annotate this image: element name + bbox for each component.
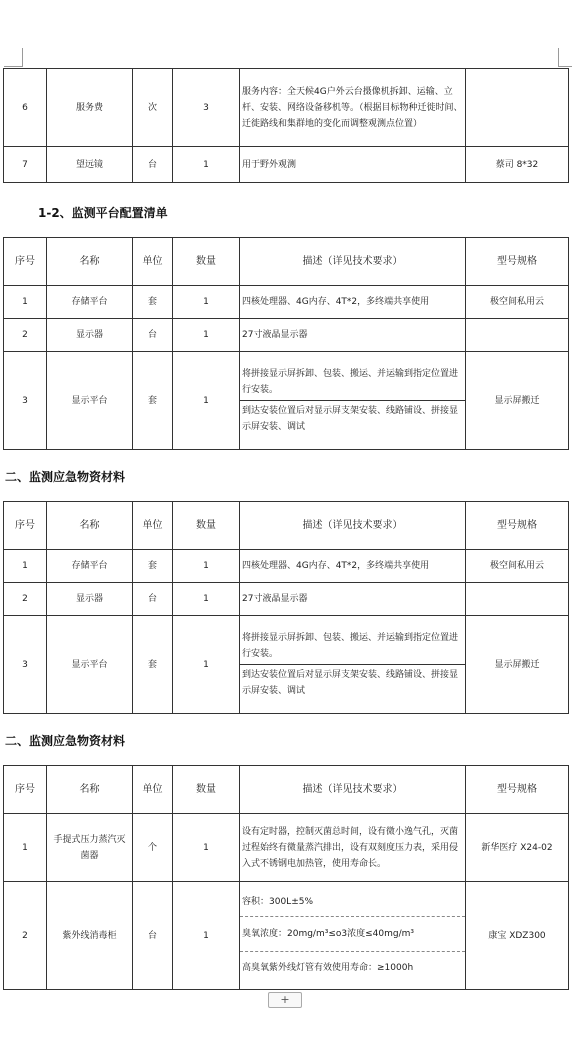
cell-qty: 1	[173, 616, 240, 714]
desc-part: 将拼接显示屏拆卸、包装、搬运、并运输到指定位置进行安装。	[240, 628, 465, 665]
cell-model: 显示屏搬迁	[466, 616, 569, 714]
header-unit: 单位	[133, 766, 173, 814]
cell-unit: 台	[133, 319, 173, 352]
cell-desc	[240, 352, 466, 450]
desc-part: 到达安装位置后对显示屏支架安装、线路铺设、拼接显示屏安装、调试	[242, 670, 459, 696]
cell-unit: 台	[133, 882, 173, 990]
cell-unit: 套	[133, 352, 173, 450]
table-row	[4, 550, 569, 583]
cell-no: 6	[4, 69, 47, 147]
desc-part: 将拼接显示屏拆卸、包装、搬运、并运输到指定位置进行安装。	[240, 364, 465, 401]
table-row	[4, 147, 569, 183]
table-row	[4, 352, 569, 450]
header-name: 名称	[47, 502, 133, 550]
section-heading: 二、监测应急物资材料	[5, 470, 126, 484]
cell-model	[466, 583, 569, 616]
desc-part: 臭氧浓度：20mg/m³≤o3浓度≤40mg/m³	[240, 917, 465, 952]
cell-unit: 套	[133, 616, 173, 714]
cell-no: 1	[4, 550, 47, 583]
cell-unit: 套	[133, 550, 173, 583]
header-desc: 描述（详见技术要求）	[240, 502, 466, 550]
header-model: 型号规格	[466, 766, 569, 814]
cell-model: 极空间私用云	[466, 550, 569, 583]
cell-name: 显示平台	[47, 616, 133, 714]
cell-name: 服务费	[47, 69, 133, 147]
header-unit: 单位	[133, 502, 173, 550]
table-row	[4, 319, 569, 352]
header-model: 型号规格	[466, 238, 569, 286]
cell-qty: 1	[173, 352, 240, 450]
cell-unit: 台	[133, 147, 173, 183]
equipment-table-continued	[3, 68, 569, 183]
cell-desc: 27寸液晶显示器	[240, 319, 466, 352]
cell-model: 显示屏搬迁	[466, 352, 569, 450]
cell-no: 3	[4, 352, 47, 450]
emergency-materials-table	[3, 501, 569, 714]
desc-part: 到达安装位置后对显示屏支架安装、线路铺设、拼接显示屏安装、调试	[242, 406, 459, 432]
cell-no: 7	[4, 147, 47, 183]
cell-qty: 1	[173, 147, 240, 183]
cell-unit: 台	[133, 583, 173, 616]
desc-part: 高臭氧紫外线灯管有效使用寿命：≥1000h	[242, 962, 414, 973]
cell-desc	[240, 882, 466, 990]
header-qty: 数量	[173, 238, 240, 286]
section-heading: 二、监测应急物资材料	[5, 734, 126, 748]
header-no: 序号	[4, 502, 47, 550]
cell-no: 2	[4, 319, 47, 352]
table-header-row	[4, 502, 569, 550]
cell-name: 存储平台	[47, 550, 133, 583]
header-name: 名称	[47, 766, 133, 814]
disinfection-equipment-table	[3, 765, 569, 990]
cell-qty: 3	[173, 69, 240, 147]
cell-name: 存储平台	[47, 286, 133, 319]
cell-desc: 设有定时器，控制灭菌总时间，设有微小逸气孔，灭菌过程始终有微量蒸汽排出，设有双刻度压力表，采用侵入式不锈钢电加热管，使用寿命长。	[240, 814, 466, 882]
table-row	[4, 616, 569, 714]
cell-unit: 个	[133, 814, 173, 882]
cell-qty: 1	[173, 319, 240, 352]
cell-qty: 1	[173, 583, 240, 616]
cell-desc: 用于野外观测	[240, 147, 466, 183]
cell-qty: 1	[173, 550, 240, 583]
cell-model	[466, 69, 569, 147]
cell-name: 显示器	[47, 583, 133, 616]
header-no: 序号	[4, 766, 47, 814]
cell-desc: 27寸液晶显示器	[240, 583, 466, 616]
add-row-button[interactable]: +	[268, 992, 302, 1008]
header-qty: 数量	[173, 502, 240, 550]
section-heading: 1-2、监测平台配置清单	[38, 206, 168, 220]
cell-desc: 四核处理器、4G内存、4T*2，多终端共享使用	[240, 286, 466, 319]
cell-model	[466, 319, 569, 352]
cell-model: 蔡司 8*32	[466, 147, 569, 183]
cell-name: 望远镜	[47, 147, 133, 183]
header-no: 序号	[4, 238, 47, 286]
header-name: 名称	[47, 238, 133, 286]
table-header-row	[4, 766, 569, 814]
cell-unit: 套	[133, 286, 173, 319]
cell-model: 康宝 XDZ300	[466, 882, 569, 990]
crop-mark-top-left	[4, 48, 23, 67]
header-model: 型号规格	[466, 502, 569, 550]
cell-name: 手提式压力蒸汽灭菌器	[47, 814, 133, 882]
cell-qty: 1	[173, 882, 240, 990]
cell-name: 显示器	[47, 319, 133, 352]
cell-model: 新华医疗 X24-02	[466, 814, 569, 882]
cell-qty: 1	[173, 814, 240, 882]
cell-no: 2	[4, 583, 47, 616]
cell-no: 3	[4, 616, 47, 714]
cell-model: 极空间私用云	[466, 286, 569, 319]
cell-desc: 四核处理器、4G内存、4T*2，多终端共享使用	[240, 550, 466, 583]
desc-part: 容积：300L±5%	[240, 888, 465, 917]
header-desc: 描述（详见技术要求）	[240, 766, 466, 814]
table-row	[4, 814, 569, 882]
cell-desc: 服务内容：全天候4G户外云台摄像机拆卸、运输、立杆、安装、网络设备移机等。（根据目标物种迁徙时间、迁徙路线和集群地的变化而调整观测点位置）	[240, 69, 466, 147]
cell-unit: 次	[133, 69, 173, 147]
cell-no: 2	[4, 882, 47, 990]
platform-config-table	[3, 237, 569, 450]
cell-no: 1	[4, 286, 47, 319]
cell-no: 1	[4, 814, 47, 882]
table-row	[4, 583, 569, 616]
crop-mark-top-right	[558, 48, 572, 67]
cell-desc	[240, 616, 466, 714]
table-header-row	[4, 238, 569, 286]
table-row	[4, 69, 569, 147]
cell-name: 紫外线消毒柜	[47, 882, 133, 990]
cell-qty: 1	[173, 286, 240, 319]
table-row	[4, 882, 569, 990]
header-desc: 描述（详见技术要求）	[240, 238, 466, 286]
header-qty: 数量	[173, 766, 240, 814]
header-unit: 单位	[133, 238, 173, 286]
cell-name: 显示平台	[47, 352, 133, 450]
table-row	[4, 286, 569, 319]
